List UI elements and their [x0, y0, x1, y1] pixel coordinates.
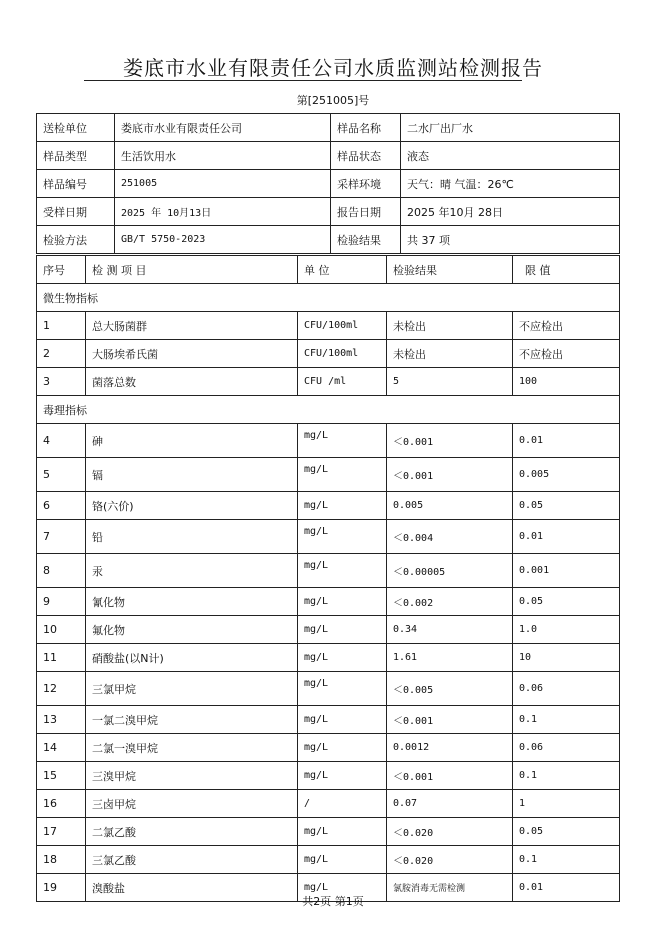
cell-limit: 0.05 [513, 588, 620, 616]
cell-unit: mg/L [298, 644, 387, 672]
cell-seq: 11 [37, 644, 86, 672]
cell-seq: 6 [37, 492, 86, 520]
cell-unit: mg/L [298, 734, 387, 762]
cell-seq: 2 [37, 340, 86, 368]
report-title: 娄底市水业有限责任公司水质监测站检测报告 [123, 56, 543, 80]
header-item: 检 测 项 目 [86, 256, 298, 284]
cell-result: 0.07 [387, 790, 513, 818]
section-row [37, 396, 620, 424]
table-row [37, 368, 620, 396]
cell-limit: 0.005 [513, 458, 620, 492]
cell-limit: 不应检出 [513, 312, 620, 340]
cell-item: 二氯一溴甲烷 [86, 734, 298, 762]
cell-unit: CFU/100ml [298, 312, 387, 340]
cell-result: ＜0.001 [387, 762, 513, 790]
cell-result: 1.61 [387, 644, 513, 672]
info-value: 二水厂出厂水 [401, 114, 620, 142]
info-value: 生活饮用水 [115, 142, 331, 170]
page-footer: 共2页 第1页 [302, 895, 364, 908]
cell-item: 氰化物 [86, 588, 298, 616]
results-header-row [37, 256, 620, 284]
header-seq: 序号 [37, 256, 86, 284]
cell-item: 三氯乙酸 [86, 846, 298, 874]
info-value: 2025 年10月 28日 [401, 198, 620, 226]
cell-result: 0.34 [387, 616, 513, 644]
cell-item: 铬(六价) [86, 492, 298, 520]
cell-limit: 100 [513, 368, 620, 396]
cell-seq: 13 [37, 706, 86, 734]
cell-result: ＜0.020 [387, 846, 513, 874]
info-row [37, 142, 620, 170]
table-row [37, 818, 620, 846]
cell-seq: 1 [37, 312, 86, 340]
cell-seq: 14 [37, 734, 86, 762]
cell-result: 5 [387, 368, 513, 396]
table-row [37, 734, 620, 762]
cell-limit: 0.01 [513, 520, 620, 554]
cell-limit: 0.05 [513, 818, 620, 846]
cell-item: 镉 [86, 458, 298, 492]
cell-item: 三氯甲烷 [86, 672, 298, 706]
cell-limit: 0.01 [513, 874, 620, 902]
info-label: 送检单位 [37, 114, 115, 142]
cell-seq: 17 [37, 818, 86, 846]
info-label: 采样环境 [331, 170, 401, 198]
info-value: 共 37 项 [401, 226, 620, 254]
cell-item: 汞 [86, 554, 298, 588]
cell-result: ＜0.001 [387, 424, 513, 458]
cell-unit: mg/L [298, 762, 387, 790]
cell-limit: 0.1 [513, 846, 620, 874]
cell-unit: CFU /ml [298, 368, 387, 396]
table-row [37, 554, 620, 588]
info-label: 检验结果 [331, 226, 401, 254]
sample-info-table [36, 113, 620, 254]
cell-item: 三卤甲烷 [86, 790, 298, 818]
cell-result: ＜0.00005 [387, 554, 513, 588]
info-value: 251005 [115, 170, 331, 198]
table-row [37, 706, 620, 734]
header-unit: 单 位 [298, 256, 387, 284]
cell-unit: mg/L [298, 520, 387, 554]
info-value: 液态 [401, 142, 620, 170]
cell-item: 三溴甲烷 [86, 762, 298, 790]
cell-seq: 12 [37, 672, 86, 706]
table-row [37, 424, 620, 458]
cell-result: ＜0.001 [387, 706, 513, 734]
cell-limit: 不应检出 [513, 340, 620, 368]
table-row [37, 846, 620, 874]
cell-result: 未检出 [387, 340, 513, 368]
info-label: 受样日期 [37, 198, 115, 226]
cell-item: 溴酸盐 [86, 874, 298, 902]
info-value: 娄底市水业有限责任公司 [115, 114, 331, 142]
info-label: 样品类型 [37, 142, 115, 170]
cell-unit: mg/L [298, 424, 387, 458]
cell-item: 总大肠菌群 [86, 312, 298, 340]
header-result: 检验结果 [387, 256, 513, 284]
cell-item: 硝酸盐(以N计) [86, 644, 298, 672]
cell-limit: 0.05 [513, 492, 620, 520]
table-row [37, 520, 620, 554]
table-row [37, 458, 620, 492]
cell-unit: mg/L [298, 492, 387, 520]
info-label: 检验方法 [37, 226, 115, 254]
cell-seq: 19 [37, 874, 86, 902]
cell-result: ＜0.005 [387, 672, 513, 706]
cell-item: 铅 [86, 520, 298, 554]
cell-limit: 0.001 [513, 554, 620, 588]
section-row [37, 284, 620, 312]
cell-limit: 1 [513, 790, 620, 818]
cell-seq: 9 [37, 588, 86, 616]
cell-result: 未检出 [387, 312, 513, 340]
cell-unit: mg/L [298, 672, 387, 706]
section-title: 毒理指标 [37, 396, 620, 424]
cell-limit: 10 [513, 644, 620, 672]
info-value: GB/T 5750-2023 [115, 226, 331, 254]
cell-seq: 4 [37, 424, 86, 458]
cell-item: 砷 [86, 424, 298, 458]
cell-limit: 0.01 [513, 424, 620, 458]
cell-item: 菌落总数 [86, 368, 298, 396]
info-label: 报告日期 [331, 198, 401, 226]
cell-seq: 10 [37, 616, 86, 644]
cell-limit: 0.06 [513, 734, 620, 762]
cell-unit: mg/L [298, 458, 387, 492]
cell-item: 二氯乙酸 [86, 818, 298, 846]
cell-unit: mg/L [298, 616, 387, 644]
table-row [37, 492, 620, 520]
info-label: 样品状态 [331, 142, 401, 170]
table-row [37, 616, 620, 644]
cell-result: ＜0.001 [387, 458, 513, 492]
cell-seq: 16 [37, 790, 86, 818]
cell-item: 一氯二溴甲烷 [86, 706, 298, 734]
table-row [37, 340, 620, 368]
cell-item: 氟化物 [86, 616, 298, 644]
cell-seq: 7 [37, 520, 86, 554]
info-row [37, 226, 620, 254]
table-row [37, 588, 620, 616]
report-number: 第[251005]号 [296, 94, 370, 107]
results-table [36, 255, 620, 902]
cell-unit: mg/L [298, 588, 387, 616]
cell-limit: 0.1 [513, 706, 620, 734]
cell-result: ＜0.004 [387, 520, 513, 554]
cell-seq: 5 [37, 458, 86, 492]
table-row [37, 762, 620, 790]
header-limit: 限 值 [513, 256, 620, 284]
cell-unit: mg/L [298, 846, 387, 874]
cell-result: 0.0012 [387, 734, 513, 762]
table-row [37, 790, 620, 818]
cell-item: 大肠埃希氏菌 [86, 340, 298, 368]
cell-seq: 18 [37, 846, 86, 874]
table-row [37, 644, 620, 672]
cell-limit: 1.0 [513, 616, 620, 644]
table-row [37, 312, 620, 340]
info-value: 天气：晴 气温：26℃ [401, 170, 620, 198]
cell-unit: mg/L [298, 818, 387, 846]
info-label: 样品编号 [37, 170, 115, 198]
info-row [37, 114, 620, 142]
cell-seq: 15 [37, 762, 86, 790]
info-row [37, 198, 620, 226]
cell-result: 氯胺消毒无需检测 [387, 874, 513, 902]
cell-limit: 0.1 [513, 762, 620, 790]
info-label: 样品名称 [331, 114, 401, 142]
cell-seq: 3 [37, 368, 86, 396]
cell-unit: mg/L [298, 874, 387, 902]
info-value: 2025 年 10月13日 [115, 198, 331, 226]
title-underline [84, 80, 522, 81]
cell-unit: CFU/100ml [298, 340, 387, 368]
cell-unit: / [298, 790, 387, 818]
section-title: 微生物指标 [37, 284, 620, 312]
cell-unit: mg/L [298, 706, 387, 734]
cell-result: ＜0.002 [387, 588, 513, 616]
cell-limit: 0.06 [513, 672, 620, 706]
cell-result: 0.005 [387, 492, 513, 520]
info-row [37, 170, 620, 198]
table-row [37, 672, 620, 706]
cell-result: ＜0.020 [387, 818, 513, 846]
cell-seq: 8 [37, 554, 86, 588]
cell-unit: mg/L [298, 554, 387, 588]
